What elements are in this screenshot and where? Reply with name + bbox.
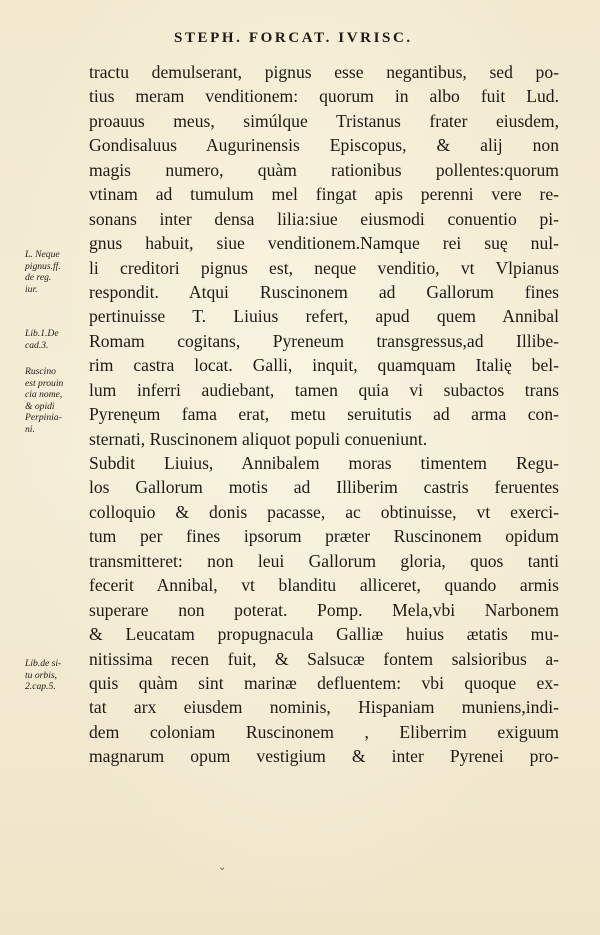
text-line: vtinam ad tumulum mel fingat apis perenni vere re- [89,184,559,205]
text-line: quis quàm sint marinæ defluentem: vbi quoque ex- [89,672,559,693]
margin-note-line: Perpinia- [25,412,62,423]
text-line: proauus meus, simúlque Tristanus frater eiusdem, [89,110,559,131]
text-line: los Gallorum motis ad Illiberim castris feruentes [89,477,559,498]
text-line: tractu demulserant, pignus esse negantibus, sed po- [89,62,559,82]
text-line: Pyrenęum fama erat, metu seruitutis ad arma con- [89,404,559,425]
text-line: pertinuisse T. Liuius refert, apud quem Annibal [89,306,559,327]
text-line: lum inferri audiebant, tamen quia vi subactos trans [89,379,559,400]
text-line: sternati, Ruscinonem aliquot populi conueniunt. [89,428,428,449]
text-line: respondit. Atqui Ruscinonem ad Gallorum fines [89,281,559,302]
margin-note-line: iur. [25,283,38,295]
body-text [89,60,559,769]
margin-note-line: Lib.de si- [25,658,62,669]
margin-note-line: ni. [25,423,35,435]
running-head: STEPH. FORCAT. IVRISC. [174,30,413,46]
margin-note-line: 2.cap.5. [25,681,56,692]
margin-note-line: est prouin [25,377,64,389]
text-line: Subdit Liuius, Annibalem moras timentem Regu- [89,453,559,473]
text-line: Romam cogitans, Pyreneum transgressus,ad Illibe- [89,330,559,351]
text-line: magis numero, quàm rationibus pollentes:quorum [89,159,559,180]
text-line: & Leucatam propugnacula Galliæ huius ætatis mu- [89,624,559,645]
margin-note [25,249,61,295]
margin-note-line: cia nome, [25,389,63,400]
text-line: rim castra locat. Galli, inquit, quamquam Italię bel- [89,355,559,376]
margin-note-line: cad.3. [25,339,49,351]
text-line: tum per fines ipsorum præter Ruscinonem opidum [89,526,559,547]
text-line: li creditori pignus est, neque venditio, vt Vlpianus [89,257,559,278]
margin-note-line: & opidi [25,400,55,412]
text-line: gnus habuit, siue venditionem.Namque rei suę nul- [89,233,559,254]
text-line: fecerit Annibal, vt blanditu alliceret, quando armis [89,575,559,596]
margin-note [25,658,61,693]
margin-note-line: Lib.1.De [25,328,59,339]
text-line: Gondisaluus Augurinensis Episcopus, & alij non [89,135,559,156]
text-line: superare non poterat. Pomp. Mela,vbi Narbonem [89,599,559,620]
margin-note [25,366,63,435]
text-line: dem coloniam Ruscinonem , Eliberrim exiguum [89,721,559,742]
margin-note-line: L. Neque [25,249,60,260]
text-line: colloquio & donis pacasse, ac obtinuisse, vt exerci- [89,501,559,522]
text-line: transmitteret: non leui Gallorum gloria, quos tanti [89,550,559,571]
text-line: sonans inter densa lilia:siue eiusmodi conuentio pi- [89,208,559,229]
text-line: magnarum opum vestigium & inter Pyrenei pro- [89,746,559,767]
margin-note-line: tu orbis, [25,669,57,681]
margin-note [25,328,59,351]
text-line: nitissima recen fuit, & Salsucæ fontem salsioribus a- [89,648,559,669]
margin-note-line: pignus.ff. [25,260,61,272]
text-line: tius meram venditionem: quorum in albo fuit Lud. [89,86,559,107]
text-line: tat arx eiusdem nominis, Hispaniam muniens,indi- [89,697,559,718]
printer-mark: ⌄ [218,862,227,873]
margin-note-line: Ruscino [25,366,56,377]
margin-note-line: de reg. [25,272,52,283]
